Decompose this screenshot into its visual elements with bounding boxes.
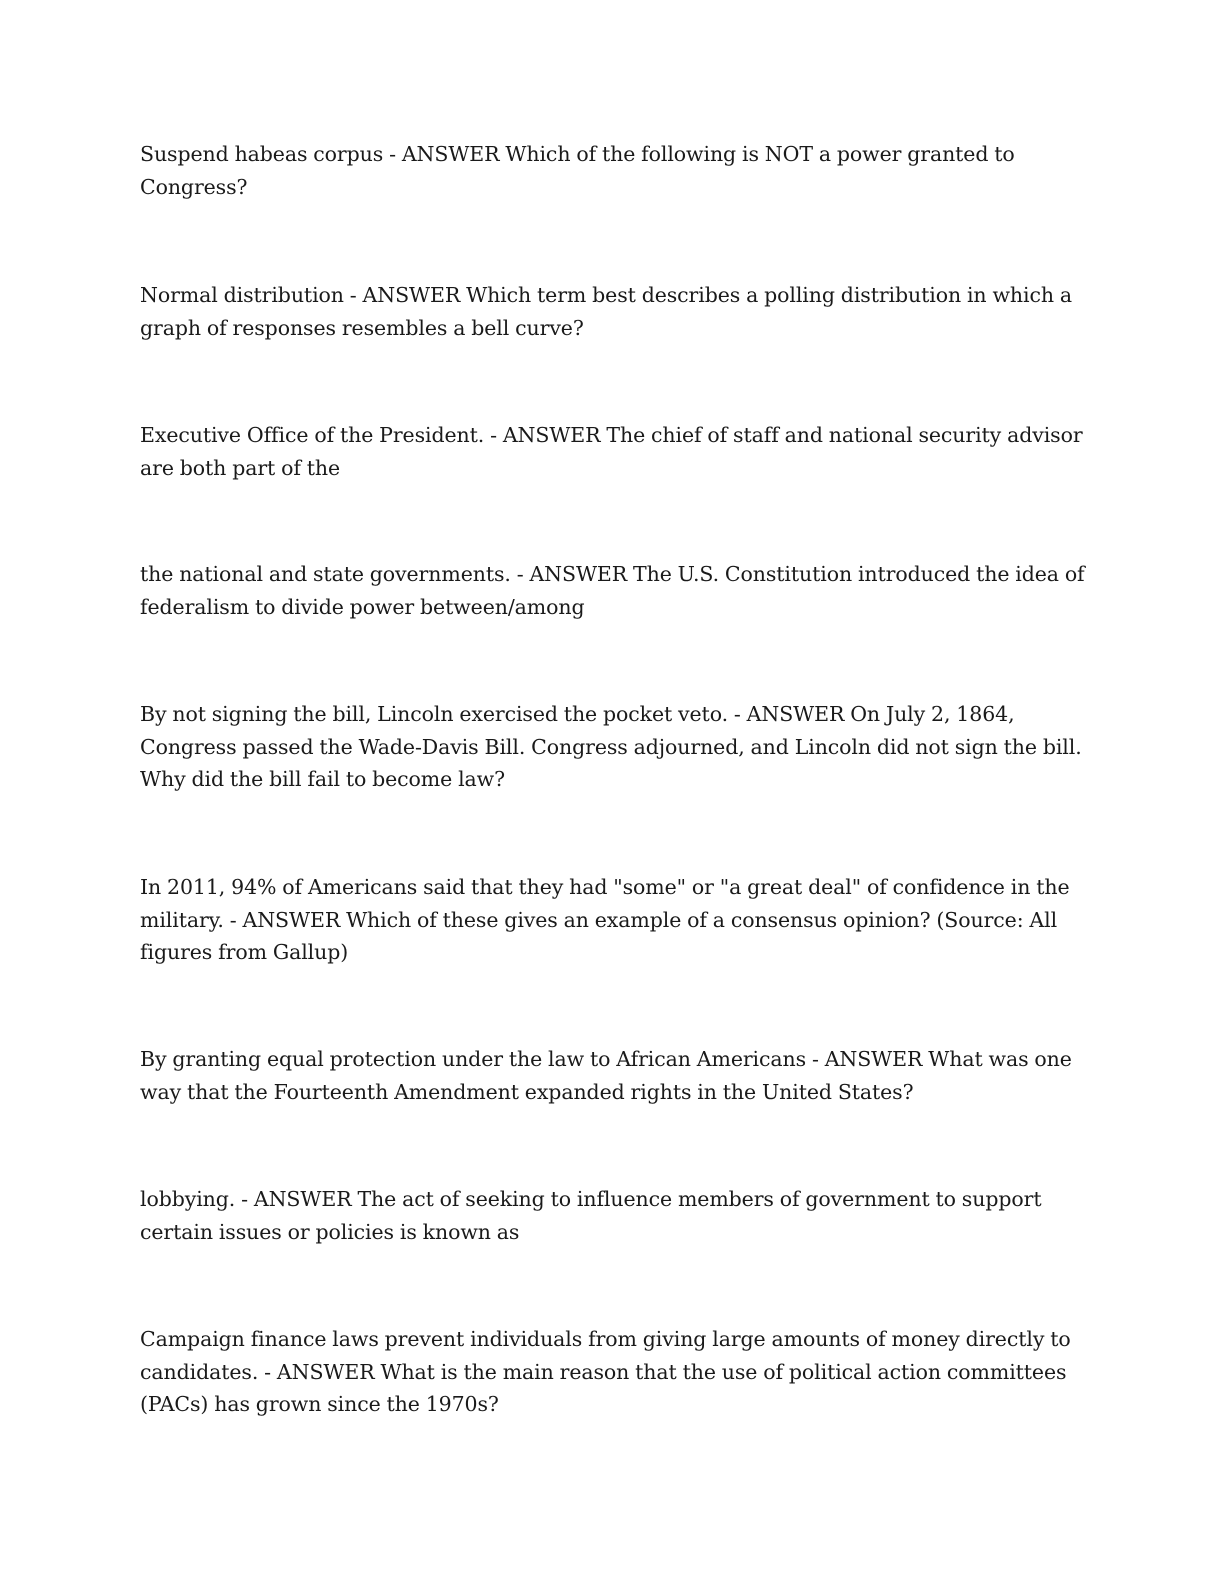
qa-entry-8: lobbying. - ANSWER The act of seeking to influence members of government to support certain issues or policies is known as <box>140 1187 1042 1244</box>
qa-entry-2: Normal distribution - ANSWER Which term best describes a polling distribution in which a graph of responses resembles a bell curve? <box>140 283 1072 340</box>
qa-entry-6: In 2011, 94% of Americans said that they had "some" or "a great deal" of confidence in the military. - ANSWER Which of these gives an example of a consensus opinion? (Source: All figures from Gallup) <box>140 875 1070 964</box>
qa-entry-5: By not signing the bill, Lincoln exercised the pocket veto. - ANSWER On July 2, 1864, Congress passed the Wade-Davis Bill. Congress adjourned, and Lincoln did not sign the bill. Why did the bill fail to become law? <box>140 702 1082 791</box>
qa-entry-1: Suspend habeas corpus - ANSWER Which of the following is NOT a power granted to Congress? <box>140 142 1015 199</box>
qa-entry-4: the national and state governments. - ANSWER The U.S. Constitution introduced the idea of federalism to divide power between/among <box>140 562 1085 619</box>
qa-entry-9: Campaign finance laws prevent individuals from giving large amounts of money directly to candidates. - ANSWER What is the main reason that the use of political action committees (PACs) has grown since the 1970s? <box>140 1327 1071 1416</box>
qa-entry-7: By granting equal protection under the law to African Americans - ANSWER What was one way that the Fourteenth Amendment expanded rights in the United States? <box>140 1047 1072 1104</box>
qa-entry-3: Executive Office of the President. - ANSWER The chief of staff and national security advisor are both part of the <box>140 423 1083 480</box>
